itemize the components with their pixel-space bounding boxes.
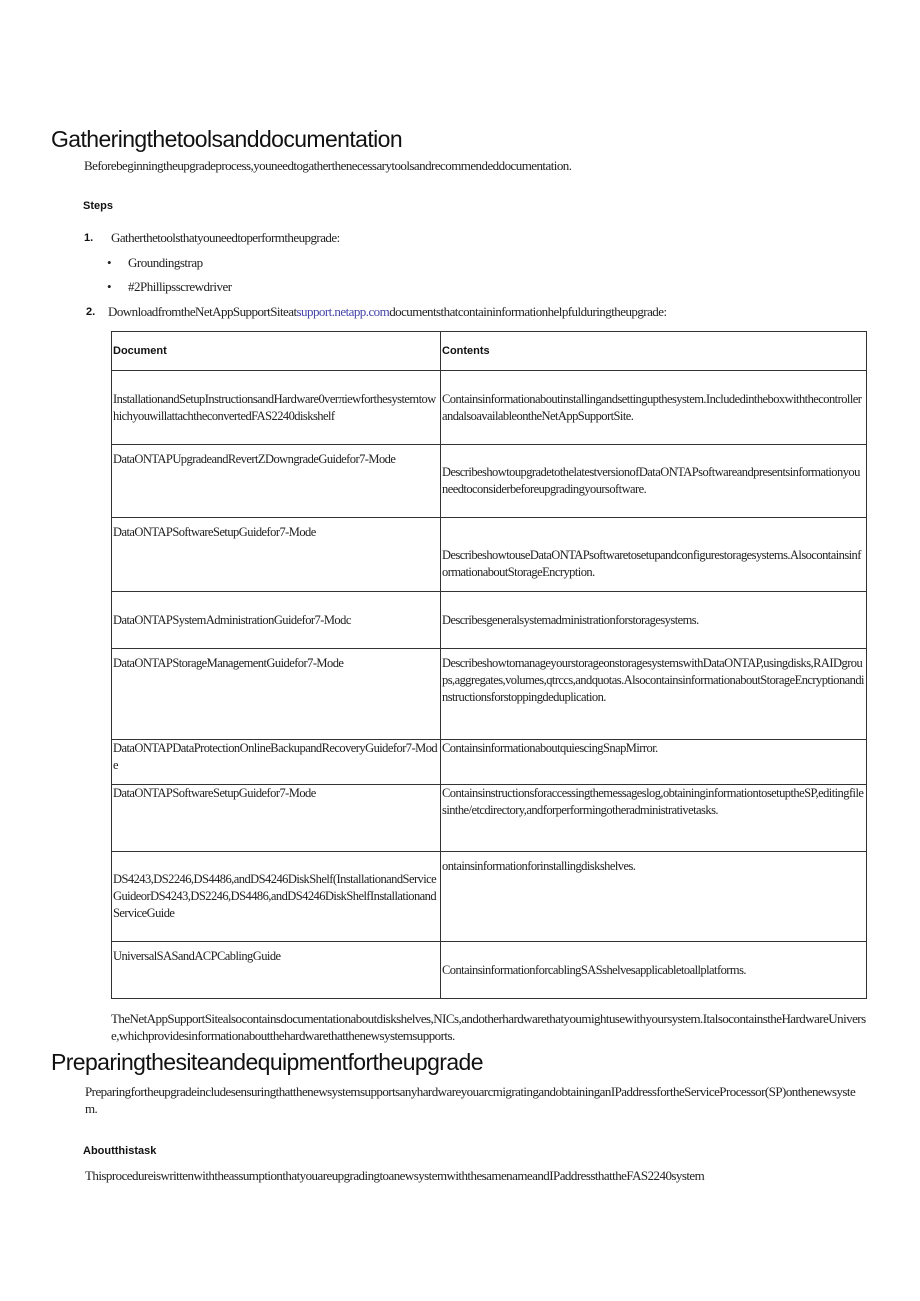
contents-cell: Containsinstructionsforaccessingthemessageslog,obtaininginformationtosetuptheSP,editingfilesinthe/etcdirectory,andforperformingotheradministrativetasks. xyxy=(441,785,867,852)
table-row xyxy=(112,371,867,445)
document-cell: UniversalSASandACPCablingGuide xyxy=(112,942,441,999)
document-cell: DataONTAPDataProtectionOnlineBackupandRecoveryGuidefor7-Mode xyxy=(112,740,441,785)
table-row xyxy=(112,942,867,999)
step-2-text-before: DownloadfromtheNetAppSupportSiteat xyxy=(108,304,297,319)
document-cell: DataONTAPSystemAdministrationGuidefor7-Modc xyxy=(112,592,441,649)
contents-cell: Containsinformationaboutinstallingandsettingupthesystem.IncludedintheboxwiththecontrollerandalsoavailableontheNetAppSupportSite. xyxy=(441,371,867,445)
document-cell: DataONTAPStorageManagementGuidefor7-Mode xyxy=(112,649,441,740)
contents-cell: ContainsinformationforcablingSASshelvesapplicabletoallplatforms. xyxy=(441,942,867,999)
step-1-text: Gatherthetoolsthatyouneedtoperformtheupgrade: xyxy=(111,230,340,245)
contents-cell: DescribeshowtoupgradetothelatestversionofDataONTAPsoftwareandpresentsinformationyouneedtoconsiderbeforeupgradingyoursoftware. xyxy=(441,445,867,518)
bullet-icon: • xyxy=(107,279,112,294)
document-cell: DataONTAPSoftwareSetupGuidefor7-Mode xyxy=(112,518,441,592)
table-row xyxy=(112,592,867,649)
about-task-text: ThisprocedureiswrittenwiththeassumptionthatyouareupgradingtoanewsystemwiththesamenameandIPaddressthattheFAS2240system xyxy=(85,1168,705,1183)
document-cell: InstallationandSetupInstructionsandHardware0verπiewforthesystemtowhichyouwillattachtheconvertedFAS2240diskshelf xyxy=(112,371,441,445)
section-intro: Beforebeginningtheupgradeprocess,youneedtogatherthenecessarytoolsandrecommendeddocumentation. xyxy=(84,158,572,173)
contents-cell: ontainsinformationforinstallingdiskshelves. xyxy=(441,852,867,942)
steps-label: Steps xyxy=(83,200,113,212)
table-row xyxy=(112,649,867,740)
bullet-item-screwdriver: #2Phillipsscrewdriver xyxy=(128,279,232,294)
about-task-label: Aboutthistask xyxy=(83,1145,157,1157)
table-row xyxy=(112,740,867,785)
table-row xyxy=(112,518,867,592)
document-cell: DataONTAPSoftwareSetupGuidefor7-Mode xyxy=(112,785,441,852)
table-row xyxy=(112,785,867,852)
section-intro: PreparingfortheupgradeincludesensuringthatthenewsystemsupportsanyhardwareyouarcmigratingandobtaininganIPaddressfortheServiceProcessor(SP)onthenewsystem. xyxy=(85,1084,856,1116)
step-number-2: 2. xyxy=(86,306,96,318)
column-header-contents: Contents xyxy=(441,332,867,371)
bullet-item-grounding-strap: Groundingstrap xyxy=(128,255,203,270)
section-title-preparing: Preparingthesiteandequipmentfortheupgrade xyxy=(51,1049,483,1075)
contents-cell: Describesgeneralsystemadministrationforstoragesystems. xyxy=(441,592,867,649)
support-site-note: TheNetAppSupportSitealsocontainsdocumentationaboutdiskshelves,NICs,andotherhardwarethatyoumightusewithyoursystem.ItalsocontainstheHardwareUniverse,whichprovidesinformationaboutthehardwarethatthenewsystemsupports. xyxy=(111,1011,866,1043)
contents-cell: DescribeshowtouseDataONTAPsoftwaretosetupandconfigurestoragesystems.AlsocontainsinformationaboutStorageEncryption. xyxy=(441,518,867,592)
bullet-icon: • xyxy=(107,255,112,270)
column-header-document: Document xyxy=(112,332,441,371)
support-site-link[interactable]: support.netapp.com xyxy=(296,304,390,319)
section-title-gathering: Gatheringthetoolsanddocumentation xyxy=(51,126,403,152)
document-cell: DataONTAPUpgradeandRevertZDowngradeGuidefor7-Mode xyxy=(112,445,441,518)
step-2-text xyxy=(108,304,667,320)
table-row xyxy=(112,445,867,518)
documentation-table xyxy=(111,331,867,999)
contents-cell: ContainsinformationaboutquiescingSnapMirror. xyxy=(441,740,867,785)
contents-cell: DescribeshowtomanageyourstorageonstoragesystemswithDataONTAP,usingdisks,RAIDgroups,aggregates,volumes,qtrccs,andquotas.AlsocontainsinformationaboutStorageEncryptionandinstructionsforstoppingdeduplication. xyxy=(441,649,867,740)
step-number-1: 1. xyxy=(84,232,94,244)
step-2-text-after: documentsthatcontaininformationhelpfulduringtheupgrade: xyxy=(389,304,667,319)
table-header-row xyxy=(112,332,867,371)
document-cell: DS4243,DS2246,DS4486,andDS4246DiskShelf(InstallationandServiceGuideorDS4243,DS2246,DS4486,andDS4246DiskShelfInstallationandServiceGuide xyxy=(112,852,441,942)
table-row xyxy=(112,852,867,942)
